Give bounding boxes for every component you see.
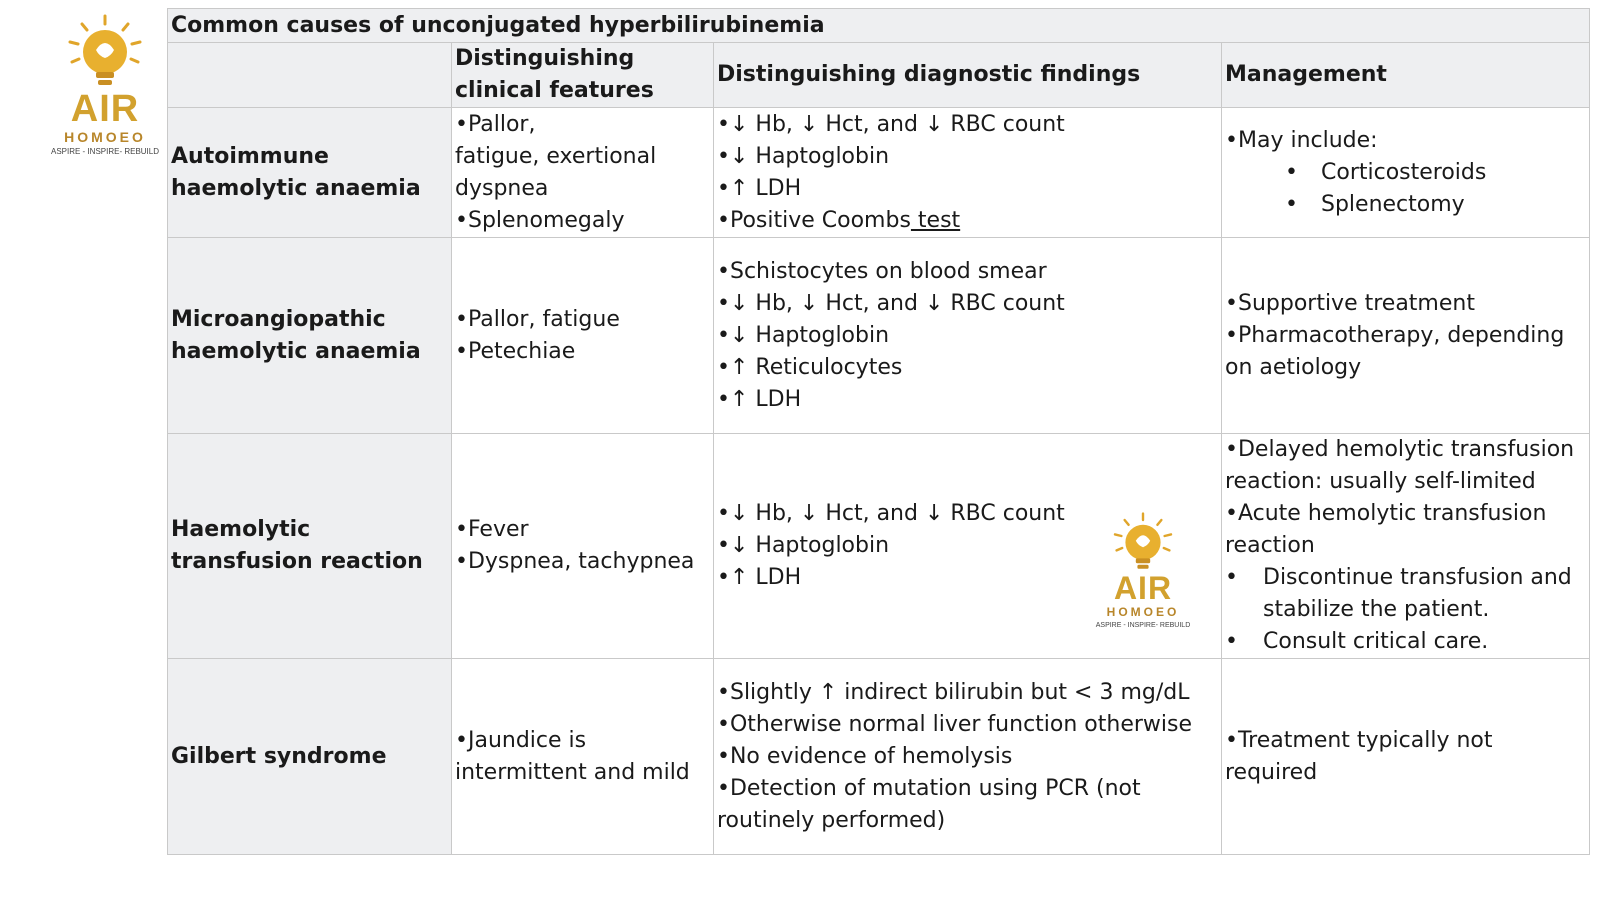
diagnostic-line: •↓ Haptoglobin <box>717 322 890 348</box>
lightbulb-icon <box>1107 512 1179 576</box>
diagnostic-line: •Detection of mutation using PCR (not <box>717 775 1141 801</box>
management-cell <box>1222 238 1590 434</box>
management-line: •Delayed hemolytic transfusion <box>1225 437 1575 462</box>
diagnostic-cell <box>714 238 1222 434</box>
diagnostic-cell <box>714 108 1222 238</box>
management-line: •Treatment typically not <box>1225 727 1493 753</box>
diagnostic-line: •↑ LDH <box>717 175 802 201</box>
condition-cell <box>168 108 452 238</box>
management-line: on aetiology <box>1225 354 1362 380</box>
header-empty <box>168 43 452 108</box>
hyperbilirubinemia-table <box>167 8 1590 855</box>
logo-name: AIR <box>70 88 140 130</box>
condition-cell <box>168 238 452 434</box>
diagnostic-line: routinely performed) <box>717 807 946 833</box>
diagnostic-line: •Otherwise normal liver function otherwise <box>717 711 1193 737</box>
management-line: •Acute hemolytic transfusion <box>1225 501 1547 526</box>
management-line: •May include: <box>1225 127 1378 153</box>
management-line: •Supportive treatment <box>1225 290 1475 316</box>
diagnostic-line <box>717 205 1218 237</box>
diagnostic-line: •↑ LDH <box>717 386 802 412</box>
diagnostic-line: •Schistocytes on blood smear <box>717 258 1047 284</box>
condition-name: Autoimmune haemolytic anaemia <box>171 143 421 201</box>
logo-name: AIR <box>1113 570 1173 606</box>
clinical-line: dyspnea <box>455 175 549 201</box>
clinical-line: •Fever <box>455 517 529 542</box>
air-homoeo-watermark-logo <box>1088 512 1198 629</box>
diagnostic-line: •No evidence of hemolysis <box>717 743 1013 769</box>
clinical-line: fatigue, exertional <box>455 143 657 169</box>
table-row <box>168 108 1590 238</box>
table-title: Common causes of unconjugated hyperbilirubinemia <box>168 9 1590 43</box>
diagnostic-line: •↑ Reticulocytes <box>717 354 903 380</box>
management-subitem-cont: stabilize the patient. <box>1263 597 1490 622</box>
condition-cell <box>168 659 452 855</box>
diagnostic-line: •Slightly ↑ indirect bilirubin but < 3 mg/dL <box>717 679 1190 705</box>
diagnostic-line: •↓ Hb, ↓ Hct, and ↓ RBC count <box>717 290 1065 316</box>
coombs-text: •Positive Coombs <box>717 207 911 233</box>
clinical-line: •Petechiae <box>455 338 576 364</box>
management-subitem: • Discontinue transfusion and <box>1225 562 1586 594</box>
table-header-row <box>168 43 1590 108</box>
header-diagnostic: Distinguishing diagnostic findings <box>714 43 1222 108</box>
logo-tagline: ASPIRE - INSPIRE- REBUILD <box>1095 622 1191 629</box>
clinical-cell <box>452 108 714 238</box>
header-clinical: Distinguishing clinical features <box>452 43 714 108</box>
logo-subname: HOMOEO <box>1106 605 1180 619</box>
clinical-line: •Jaundice is <box>455 727 587 753</box>
clinical-cell <box>452 434 714 659</box>
clinical-cell <box>452 238 714 434</box>
coombs-test-underlined: test <box>910 207 961 233</box>
table-row <box>168 659 1590 855</box>
air-homoeo-logo <box>40 14 170 156</box>
clinical-line: •Pallor, fatigue <box>455 306 620 332</box>
clinical-line: •Dyspnea, tachypnea <box>455 549 695 574</box>
condition-name: Haemolytic transfusion reaction <box>171 517 423 574</box>
diagnostic-line: •↓ Hb, ↓ Hct, and ↓ RBC count <box>717 111 1065 137</box>
logo-tagline: ASPIRE - INSPIRE- REBUILD <box>50 147 160 156</box>
table-row <box>168 238 1590 434</box>
condition-cell <box>168 434 452 659</box>
management-subitem: • Consult critical care. <box>1225 626 1586 658</box>
management-line: required <box>1225 759 1318 785</box>
clinical-line: •Splenomegaly <box>455 207 625 233</box>
table-row <box>168 434 1590 659</box>
condition-name: Microangiopathic haemolytic anaemia <box>171 306 421 364</box>
diagnostic-line: •↓ Haptoglobin <box>717 533 890 558</box>
management-subitem: • Corticosteroids <box>1225 157 1586 189</box>
management-cell <box>1222 434 1590 659</box>
diagnostic-line: •↓ Hb, ↓ Hct, and ↓ RBC count <box>717 501 1065 526</box>
condition-name: Gilbert syndrome <box>171 743 387 769</box>
clinical-cell <box>452 659 714 855</box>
management-cell <box>1222 108 1590 238</box>
lightbulb-icon <box>60 14 150 94</box>
management-line: •Pharmacotherapy, depending <box>1225 322 1565 348</box>
clinical-line: intermittent and mild <box>455 759 690 785</box>
clinical-line: •Pallor, <box>455 111 536 137</box>
management-line: reaction: usually self-limited <box>1225 469 1536 494</box>
diagnostic-line: •↑ LDH <box>717 565 802 590</box>
diagnostic-line: •↓ Haptoglobin <box>717 143 890 169</box>
header-management: Management <box>1222 43 1590 108</box>
logo-subname: HOMOEO <box>64 129 146 145</box>
management-subitem: • Splenectomy <box>1225 189 1586 221</box>
management-cell <box>1222 659 1590 855</box>
table-title-row <box>168 9 1590 43</box>
diagnostic-cell <box>714 659 1222 855</box>
management-line: reaction <box>1225 533 1315 558</box>
